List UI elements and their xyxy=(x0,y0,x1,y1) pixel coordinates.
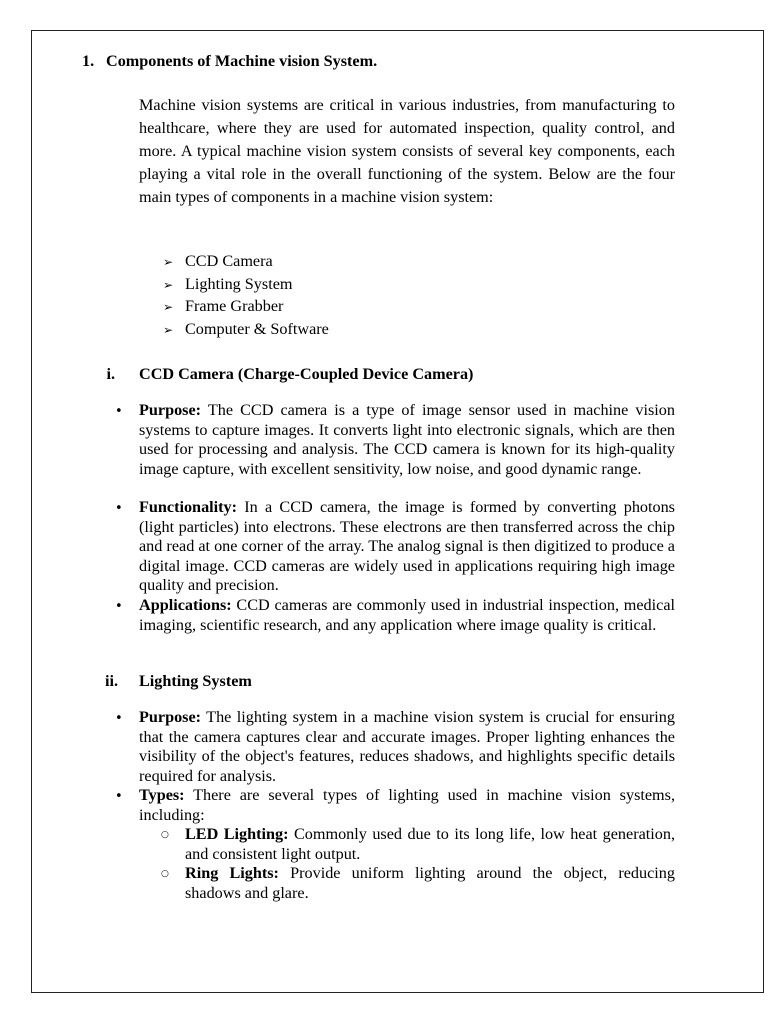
purpose-text: The lighting system in a machine vision system is crucial for ensuring that the camera captures clear and accurate images. Proper lighting enhances the visibility of the object's features, reduces shadows, and highlights specific details required for analysis. xyxy=(139,708,675,785)
lighting-purpose xyxy=(139,708,675,786)
bullet-dot-icon: • xyxy=(115,599,123,614)
intro-paragraph: Machine vision systems are critical in various industries, from manufacturing to healthcare, where they are used for automated inspection, quality control, and more. A typical machine vision system consists of several key components, each playing a vital role in the overall functioning of the system. Below are the four main types of components in a machine vision system: xyxy=(139,96,675,207)
ccd-applications xyxy=(139,596,675,635)
arrow-bullet-icon: ➢ xyxy=(163,300,174,314)
list-item: ➢ CCD Camera xyxy=(163,250,329,273)
purpose-text: The CCD camera is a type of image sensor used in machine vision systems to capture images. It converts light into electronic signals, which are then used for processing and analysis. The CCD camera is known for its high-quality image capture, with excellent sensitivity, low noise, and good dynamic range. xyxy=(139,401,675,478)
list-item: ➢ Lighting System xyxy=(163,273,329,296)
list-item: ➢ Frame Grabber xyxy=(163,295,329,318)
subsection-title: Lighting System xyxy=(139,672,252,690)
functionality-text: In a CCD camera, the image is formed by converting photons (light particles) into electrons. These electrons are then transferred across the chip and read at one corner of the array. The analog signal is then digitized to produce a digital image. CCD cameras are widely used in applications requiring high image quality and precision. xyxy=(139,498,675,594)
subsection-title: CCD Camera (Charge-Coupled Device Camera) xyxy=(139,365,474,383)
section-heading xyxy=(82,52,377,71)
purpose-label: Purpose: xyxy=(139,401,202,419)
subsection-heading-ccd xyxy=(0,365,768,385)
types-label: Types: xyxy=(139,786,185,804)
bullet-dot-icon: • xyxy=(115,501,123,516)
arrow-bullet-icon: ➢ xyxy=(163,322,174,337)
arrow-bullet-icon: ➢ xyxy=(163,277,174,292)
subsection-numeral: i. xyxy=(106,365,115,383)
section-title: Components of Machine vision System. xyxy=(106,52,378,70)
types-text: There are several types of lighting used in machine vision systems, including: xyxy=(139,786,675,824)
ring-label: Ring Lights: xyxy=(185,864,279,882)
ccd-purpose xyxy=(139,401,675,479)
bullet-dot-icon: • xyxy=(115,404,123,419)
section-number: 1. xyxy=(82,52,95,70)
subsection-numeral: ii. xyxy=(104,672,118,690)
applications-label: Applications: xyxy=(139,596,232,614)
led-label: LED Lighting: xyxy=(185,825,289,843)
component-list xyxy=(163,250,329,340)
ring-lights xyxy=(185,864,675,903)
ccd-functionality xyxy=(139,498,675,596)
lighting-types xyxy=(139,786,675,825)
circle-bullet-icon: ○ xyxy=(161,830,169,840)
led-text: Commonly used due to its long life, low heat generation, and consistent light output. xyxy=(185,825,675,863)
ring-text: Provide uniform lighting around the object, reducing shadows and glare. xyxy=(185,864,675,902)
circle-bullet-icon: ○ xyxy=(161,869,169,879)
bullet-dot-icon: • xyxy=(115,789,123,804)
functionality-label: Functionality: xyxy=(139,498,238,516)
bullet-dot-icon: • xyxy=(115,711,123,726)
applications-text: CCD cameras are commonly used in industrial inspection, medical imaging, scientific research, and any application where image quality is critical. xyxy=(139,596,675,634)
arrow-bullet-icon: ➢ xyxy=(163,255,174,269)
led-lighting xyxy=(185,825,675,864)
list-item: ➢ Computer & Software xyxy=(163,318,329,341)
subsection-heading-lighting xyxy=(0,672,768,692)
purpose-label: Purpose: xyxy=(139,708,202,726)
